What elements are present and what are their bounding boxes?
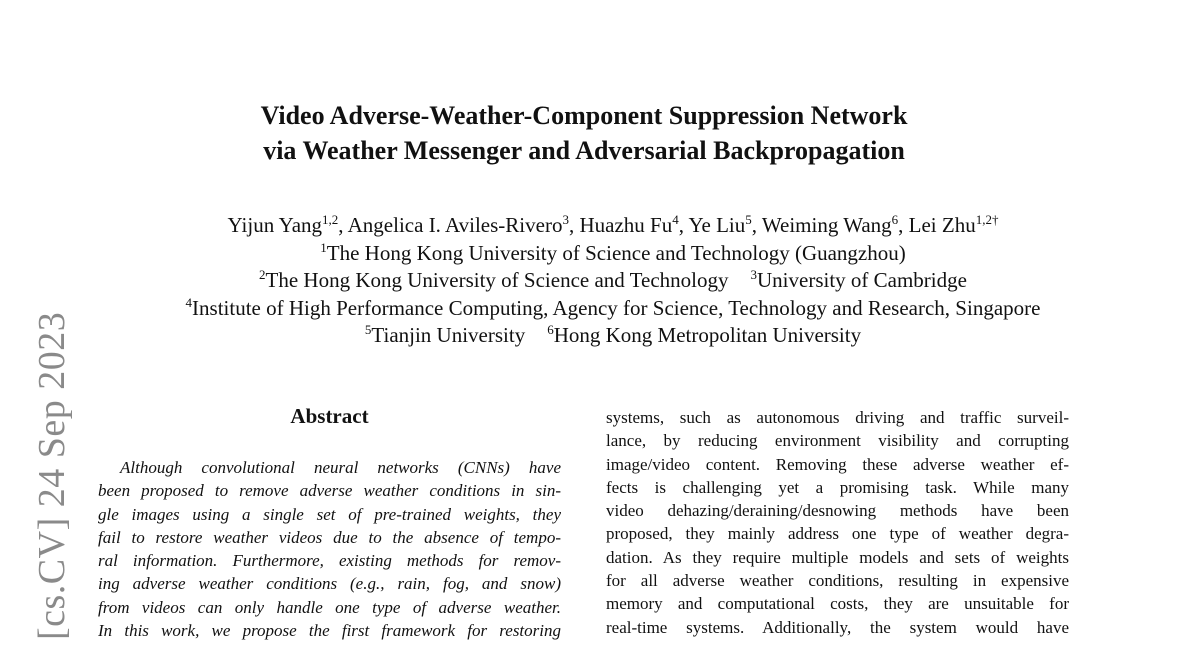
body-line: image/video content. Removing these adverse weather ef- [606,454,1069,474]
author-name: Weiming Wang [761,213,892,237]
author-affil-sup: 1,2† [975,212,999,227]
paper-title [0,98,1168,168]
title-line-1: Video Adverse-Weather-Component Suppression Network [260,101,908,130]
body-line: lance, by reducing environment visibility and corrupting [606,431,1069,451]
body-line: for all adverse weather conditions, resulting in expensive [606,571,1069,591]
abstract-line: from videos can only handle one type of adverse weather. [98,597,561,617]
affil-sup: 1 [320,239,327,255]
title-line-2: via Weather Messenger and Adversarial Backpropagation [263,136,905,165]
body-line: systems, such as autonomous driving and traffic surveil- [606,408,1069,427]
affil-sup: 4 [185,294,193,310]
author-name: Yijun Yang [227,213,323,237]
author-affil-sup: 6 [891,212,899,227]
author-affil-sup: 4 [672,212,679,227]
affiliation: The Hong Kong University of Science and Technology (Guangzhou) [326,240,906,265]
author-affil-sup: 1,2 [322,212,339,227]
abstract-line: fail to restore weather videos due to the absence of tempo- [98,527,561,547]
abstract-line [98,456,561,479]
affil-sup: 5 [364,322,372,337]
abstract-line: In this work, we propose the first framework for restoring [98,621,561,641]
abstract-line: gle images using a single set of pre-trained weights, they [98,504,561,524]
affil-sup: 2 [259,267,266,282]
affil-sup: 3 [750,267,757,282]
introduction-text [606,406,1069,639]
body-line: fects is challenging yet a promising task. While many [606,477,1069,497]
abstract-heading: Abstract [290,404,369,428]
author-affil-sup: 5 [745,212,752,227]
affiliation: Institute of High Performance Computing, Agency for Science, Technology and Research, Singapore [192,295,1041,320]
abstract-text [98,456,561,642]
affiliation: University of Cambridge [757,268,967,292]
body-line: dation. As they require multiple models and sets of weights [606,547,1069,567]
arxiv-identifier: [cs.CV] 24 Sep 2023 [31,311,73,640]
author-block [0,212,1200,350]
abstract-line: been proposed to remove adverse weather conditions in sin- [98,481,561,501]
affiliation-line [0,322,1200,350]
body-line: video dehazing/deraining/desnowing methods have been [606,501,1069,521]
abstract-line: ral information. Furthermore, existing methods for remov- [98,551,561,571]
affil-sup: 6 [547,322,554,337]
body-line: proposed, they mainly address one type of weather degra- [606,524,1069,544]
author-list: Yijun Yang$^{1,2}$, Angelica I. Aviles-Rivero$^3$, Huazhu Fu$^4$, Ye Liu$^5$, Weiming Wang$^6$, Lei Zhu$^{1,2\dagger}$ [227,212,999,237]
abstract-line: ing adverse weather conditions (e.g., rain, fog, and snow) [98,574,561,594]
affiliation-line [0,240,1200,268]
body-line: memory and computational costs, they are unsuitable for [606,594,1069,614]
author-name: Ye Liu [688,213,746,237]
affiliation-line [0,267,1200,295]
affiliation: The Hong Kong University of Science and Technology [265,268,729,292]
author-name: Huazhu Fu [579,213,673,237]
abstract-line-text: Although convolutional neural networks (CNNs) have [120,458,561,477]
author-affil-sup: 3 [562,212,569,227]
affiliation: Tianjin University [371,323,526,347]
affiliation-line [0,295,1200,323]
author-name: Lei Zhu [908,213,976,237]
author-name: Angelica I. Aviles-Rivero [347,213,563,237]
body-line: real-time systems. Additionally, the system would have [606,617,1069,637]
affiliation: Hong Kong Metropolitan University [553,323,862,347]
